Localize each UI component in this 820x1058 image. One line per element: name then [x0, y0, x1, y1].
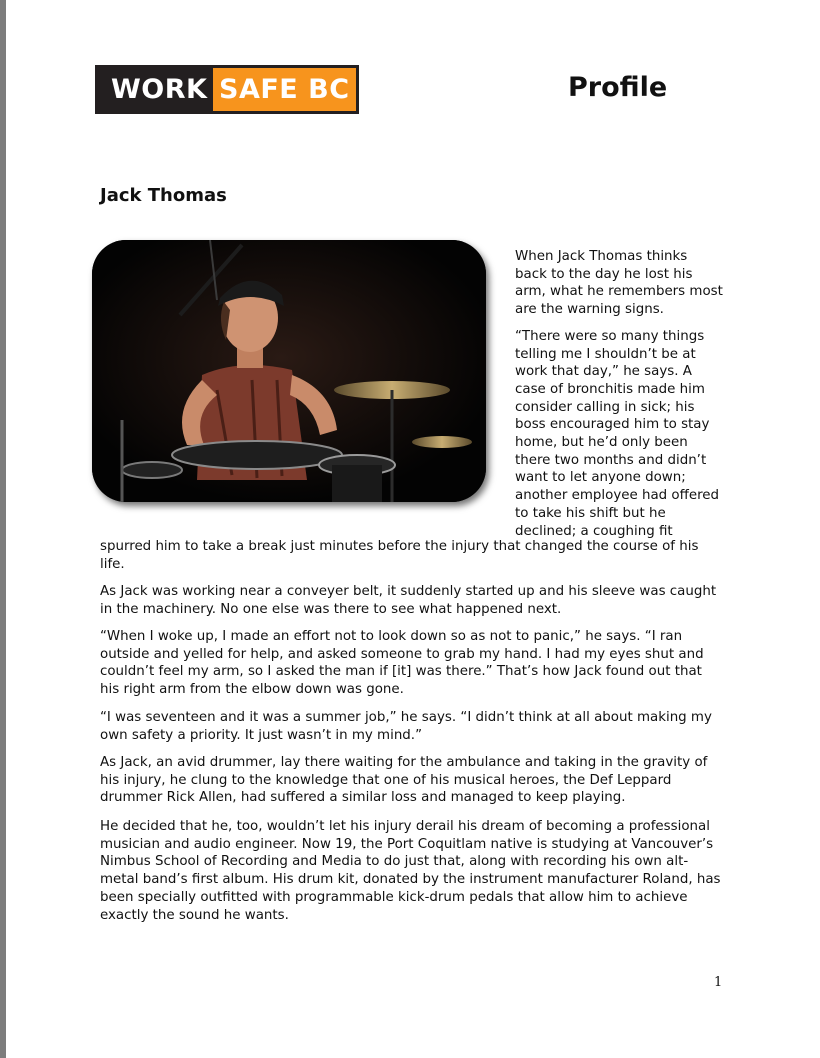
text-line: As Jack, an avid drummer, lay there waiting for the ambulance and taking in the gravity of — [100, 755, 708, 770]
text-line: “There were so many things — [515, 328, 705, 344]
page-number: 1 — [714, 975, 723, 990]
body-paragraph — [100, 538, 740, 573]
text-line: life. — [100, 556, 125, 572]
page-title: Profile — [568, 72, 668, 103]
text-line: metal band’s first album. His drum kit, donated by the instrument manufacturer Roland, has — [100, 872, 721, 888]
body-paragraph — [100, 628, 740, 699]
text-line: “I was seventeen and it was a summer job,” he says. “I didn’t think at all about making my — [100, 710, 712, 725]
body-paragraph — [100, 709, 740, 744]
article-heading: Jack Thomas — [100, 185, 227, 206]
text-line: work that day,” he says. A — [515, 364, 692, 380]
text-line: want to let anyone down; — [515, 470, 686, 486]
body-paragraph — [100, 754, 740, 807]
document-page — [6, 0, 820, 1058]
text-line: back to the day he lost his — [515, 266, 693, 282]
worksafebc-logo — [95, 65, 359, 114]
text-line: outside and yelled for help, and asked someone to grab my hand. I had my eyes shut and — [100, 646, 704, 662]
text-line: musician and audio engineer. Now 19, the Port Coquitlam native is studying at Vancouver’s — [100, 836, 714, 852]
text-line: his injury, he clung to the knowledge that one of his musical heroes, the Def Leppard — [100, 772, 672, 788]
text-line: his right arm from the elbow down was gone. — [100, 682, 404, 698]
text-line: When Jack Thomas thinks — [515, 249, 688, 264]
logo-word-safe-bc: SAFE BC — [219, 74, 350, 105]
body-paragraph — [100, 818, 740, 924]
drummer-photo — [92, 240, 486, 502]
logo-word-work: WORK — [111, 74, 208, 105]
text-line: case of bronchitis made him — [515, 381, 705, 397]
text-line: there two months and didn’t — [515, 452, 707, 468]
drummer-photo-illustration — [92, 240, 486, 502]
text-line: drummer Rick Allen, had suffered a similar loss and managed to keep playing. — [100, 790, 626, 806]
side-paragraph — [515, 248, 731, 319]
body-paragraph — [100, 583, 740, 618]
text-line: spurred him to take a break just minutes before the injury that changed the course of his — [100, 539, 699, 554]
text-line: another employee had offered — [515, 488, 720, 504]
text-line: to take his shift but he — [515, 505, 666, 521]
text-line: “When I woke up, I made an effort not to look down so as not to panic,” he says. “I ran — [100, 629, 683, 644]
text-line: declined; a coughing fit — [515, 523, 673, 539]
text-line: consider calling in sick; his — [515, 399, 695, 415]
text-line: couldn’t feel my arm, so I asked the man if [it] was there.” That’s how Jack found out that — [100, 664, 702, 680]
text-line: in the machinery. No one else was there to see what happened next. — [100, 601, 562, 617]
text-line: telling me I shouldn’t be at — [515, 346, 696, 362]
text-line: Nimbus School of Recording and Media to do just that, along with recording his own alt- — [100, 854, 689, 870]
text-line: boss encouraged him to stay — [515, 417, 710, 433]
text-line: home, but he’d only been — [515, 435, 688, 451]
text-line: arm, what he remembers most — [515, 284, 723, 300]
text-line: He decided that he, too, wouldn’t let his injury derail his dream of becoming a professional — [100, 819, 710, 834]
side-column — [515, 248, 731, 549]
text-line: are the warning signs. — [515, 302, 664, 318]
text-line: been specially outfitted with programmable kick-drum pedals that allow him to achieve — [100, 889, 688, 905]
text-line: As Jack was working near a conveyer belt, it suddenly started up and his sleeve was caught — [100, 584, 717, 599]
side-paragraph — [515, 328, 731, 540]
logo-orange-box — [213, 68, 356, 111]
text-line: own safety a priority. It just wasn’t in my mind.” — [100, 727, 423, 743]
text-line: exactly the sound he wants. — [100, 907, 289, 923]
